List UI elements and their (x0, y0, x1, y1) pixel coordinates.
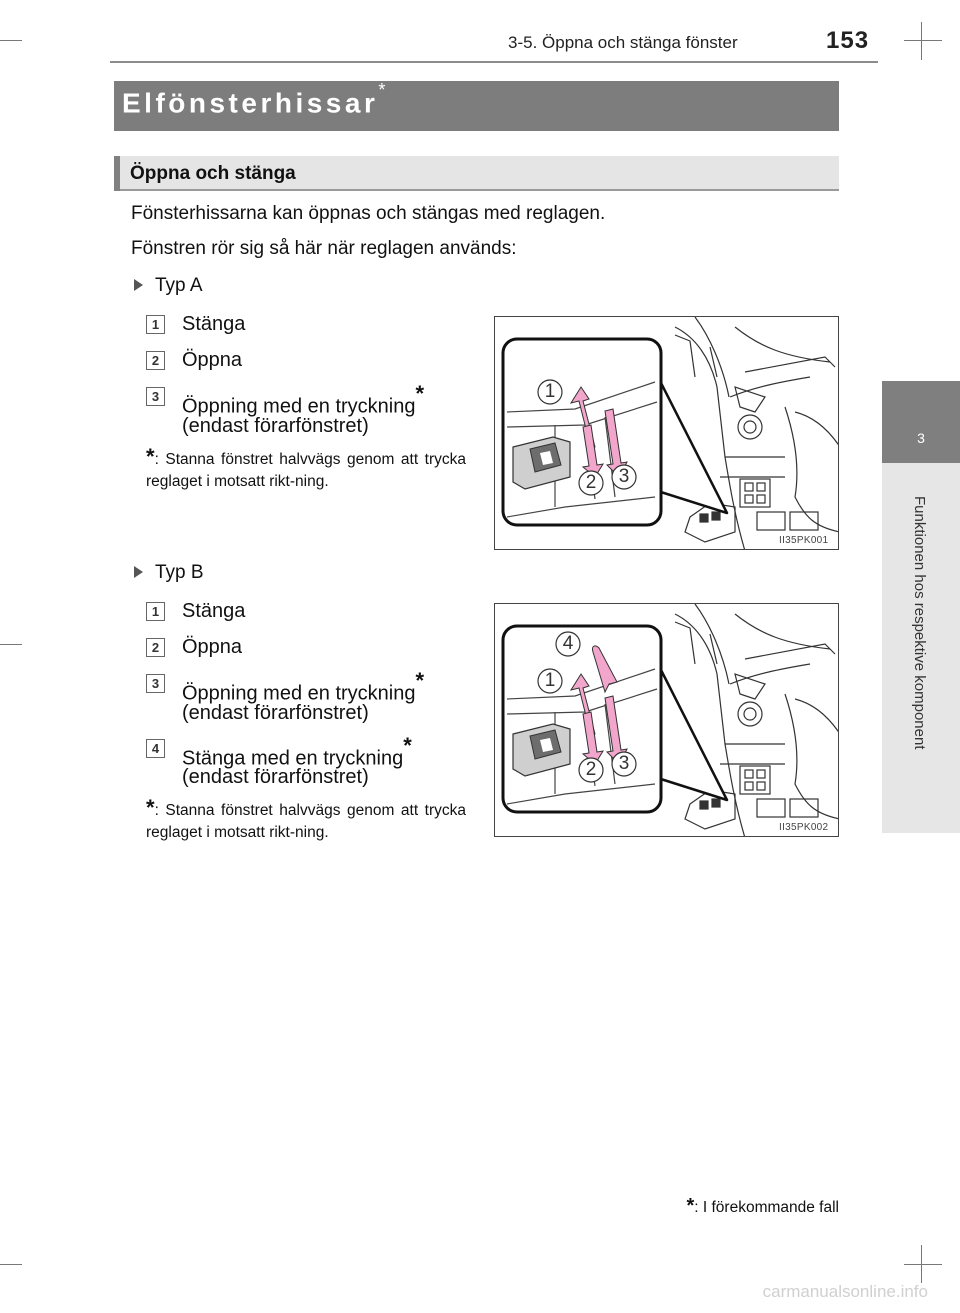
type-b-item-2: Öppna (182, 636, 243, 658)
page-title (122, 80, 386, 119)
number-badge: 1 (146, 602, 165, 621)
header-section-title: 3-5. Öppna och stänga fönster (508, 33, 738, 52)
number-badge: 2 (146, 638, 165, 657)
type-b-item-4-sub: (endast förarfönstret) (182, 766, 369, 788)
figure-type-a (494, 316, 839, 550)
type-a-note (146, 446, 466, 493)
page-title-mark: * (378, 80, 386, 100)
figure-callout: 4 (562, 633, 574, 654)
crop-mark (904, 40, 942, 41)
intro-paragraph-1: Fönsterhissarna kan öppnas och stängas med reglagen. (131, 203, 606, 224)
page-title-text: Elfönsterhissar (122, 87, 379, 119)
chapter-tab (882, 381, 960, 463)
type-a-heading-text: Typ A (155, 275, 203, 296)
type-b-item-4-text: Stänga med en tryckning (182, 747, 404, 770)
crop-mark (921, 22, 922, 60)
type-a-item-2: Öppna (182, 349, 243, 371)
type-b-heading (134, 562, 204, 584)
figure-callout: 2 (585, 472, 597, 493)
type-a-heading (134, 275, 203, 297)
figure-callout: 2 (585, 759, 597, 780)
intro-paragraph-2: Fönstren rör sig så här när reglagen används: (131, 238, 517, 259)
type-a-item-3-sub: (endast förarfönstret) (182, 415, 369, 437)
crop-mark (0, 40, 22, 41)
footnote (686, 1195, 839, 1218)
number-badge: 3 (146, 674, 165, 693)
type-a-item-3-text: Öppning med en tryckning (182, 395, 416, 418)
type-a-item-1: Stänga (182, 313, 246, 335)
figure-type-b (494, 603, 839, 837)
type-b-item-3-sub: (endast förarfönstret) (182, 702, 369, 724)
subheading: Öppna och stänga (130, 163, 296, 184)
power-window-switch-illustration (495, 317, 839, 550)
figure-callout: 1 (544, 670, 556, 691)
crop-mark (904, 1264, 942, 1265)
asterisk-mark: * (146, 795, 155, 820)
crop-mark (0, 644, 22, 645)
chapter-label: Funktionen hos respektive komponent (911, 496, 928, 750)
type-b-note-text: : Stanna fönstret halvvägs genom att trycka reglaget i motsatt rikt-ning. (146, 802, 466, 841)
subheading-accent (114, 156, 120, 191)
figure-code: II35PK001 (779, 535, 829, 546)
figure-callout: 3 (618, 753, 630, 774)
crop-mark (0, 1264, 22, 1265)
footnote-text: : I förekommande fall (694, 1199, 839, 1216)
triangle-bullet-icon (134, 566, 143, 578)
number-badge: 2 (146, 351, 165, 370)
number-badge: 4 (146, 739, 165, 758)
page-number: 153 (826, 27, 870, 54)
type-b-note (146, 797, 466, 844)
figure-callout: 1 (544, 381, 556, 402)
asterisk-mark: * (146, 444, 155, 469)
asterisk-mark: * (686, 1195, 695, 1217)
asterisk-mark: * (415, 668, 425, 693)
chapter-number: 3 (917, 430, 925, 446)
number-badge: 3 (146, 387, 165, 406)
figure-callout: 3 (618, 466, 630, 487)
type-b-item-3-text: Öppning med en tryckning (182, 682, 416, 705)
number-badge: 1 (146, 315, 165, 334)
type-a-item-3 (182, 381, 425, 419)
asterisk-mark: * (415, 381, 425, 406)
power-window-switch-illustration (495, 604, 839, 837)
watermark: carmanualsonline.info (762, 1282, 928, 1301)
type-b-item-3 (182, 668, 425, 706)
figure-code: II35PK002 (779, 822, 829, 833)
header-rule (110, 61, 878, 63)
type-b-item-1: Stänga (182, 600, 246, 622)
type-a-note-text: : Stanna fönstret halvvägs genom att trycka reglaget i motsatt rikt-ning. (146, 451, 466, 490)
asterisk-mark: * (403, 733, 412, 758)
triangle-bullet-icon (134, 279, 143, 291)
type-b-heading-text: Typ B (155, 562, 204, 583)
